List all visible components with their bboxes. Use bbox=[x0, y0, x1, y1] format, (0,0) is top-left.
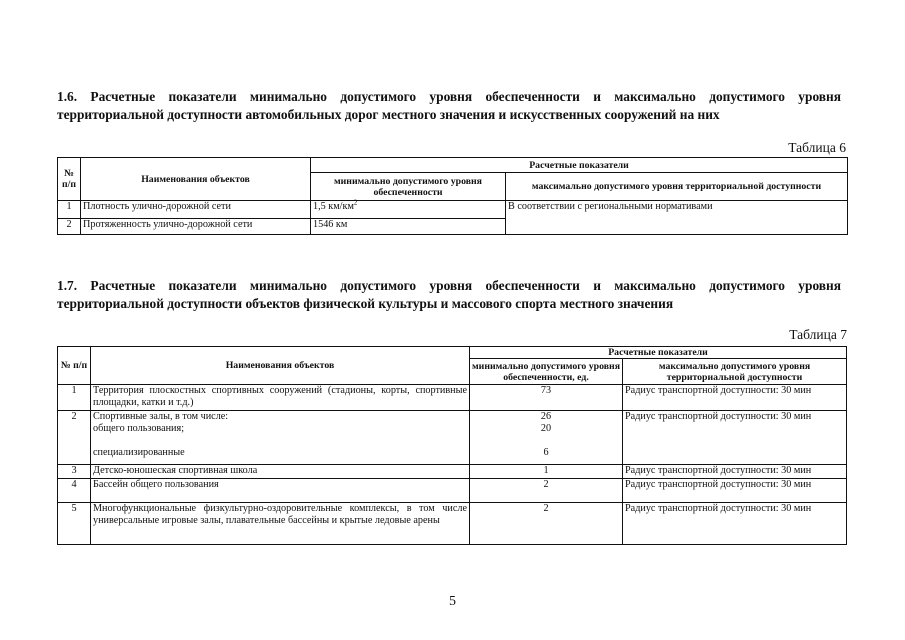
row-name-line: специализированные bbox=[93, 447, 185, 458]
table-row bbox=[58, 201, 848, 219]
row-num: 4 bbox=[58, 479, 91, 503]
row-num: 2 bbox=[58, 411, 91, 465]
table-7-caption: Таблица 7 bbox=[789, 327, 847, 342]
row-min-sup: 2 bbox=[353, 198, 358, 207]
row-name: Многофункциональные физкультурно-оздоровительные комплексы, в том числе универсальные игровые залы, плавательные бассейны и крытые ледовые арены bbox=[91, 503, 470, 545]
header-name: Наименования объектов bbox=[91, 347, 470, 385]
page-number: 5 bbox=[449, 594, 456, 609]
row-min: 2 bbox=[470, 479, 623, 503]
section-6-heading: 1.6. Расчетные показатели минимально допустимого уровня обеспеченности и максимально допустимого уровня территориальной доступности автомобильных дорог местного значения и искусственных сооружений на них bbox=[57, 89, 841, 122]
row-min: 1 bbox=[470, 465, 623, 479]
table-row bbox=[58, 479, 847, 503]
row-min bbox=[311, 198, 506, 219]
row-max: Радиус транспортной доступности: 30 мин bbox=[623, 465, 847, 479]
table-6 bbox=[57, 157, 848, 235]
header-group: Расчетные показатели bbox=[311, 158, 848, 173]
table-row bbox=[58, 503, 847, 545]
row-min-line: 6 bbox=[543, 447, 549, 458]
row-max: Радиус транспортной доступности: 30 мин bbox=[623, 385, 847, 411]
row-max: Радиус транспортной доступности: 30 мин bbox=[623, 411, 847, 465]
header-num: № п/п bbox=[58, 158, 81, 201]
row-max: Радиус транспортной доступности: 30 мин bbox=[623, 479, 847, 503]
row-min bbox=[470, 411, 623, 465]
header-min: минимально допустимого уровня обеспеченности bbox=[311, 173, 506, 201]
row-min-line: 26 bbox=[540, 411, 552, 422]
table-row bbox=[58, 385, 847, 411]
table-row bbox=[58, 465, 847, 479]
header-num: № п/п bbox=[58, 347, 91, 385]
row-name-line: общего пользования; bbox=[93, 423, 185, 434]
row-max: В соответствии с региональными нормативами bbox=[506, 201, 848, 235]
row-name: Территория плоскостных спортивных сооружений (стадионы, корты, спортивные площадки, катки и т.д.) bbox=[91, 385, 470, 411]
table-6-caption: Таблица 6 bbox=[788, 140, 846, 155]
row-name: Плотность улично-дорожной сети bbox=[81, 201, 311, 219]
row-name: Детско-юношеская спортивная школа bbox=[91, 465, 470, 479]
section-7-heading: 1.7. Расчетные показатели минимально допустимого уровня обеспеченности и максимально допустимого уровня территориальной доступности объектов физической культуры и массового спорта местного значения bbox=[57, 278, 841, 311]
row-max: Радиус транспортной доступности: 30 мин bbox=[623, 503, 847, 545]
row-num: 1 bbox=[58, 201, 81, 219]
row-num: 1 bbox=[58, 385, 91, 411]
table-7 bbox=[57, 346, 847, 545]
table-row bbox=[58, 411, 847, 465]
header-max: максимально допустимого уровня территориальной доступности bbox=[506, 173, 848, 201]
header-group: Расчетные показатели bbox=[470, 347, 847, 359]
row-name-line: Спортивные залы, в том числе: bbox=[93, 411, 229, 422]
row-min-line: 20 bbox=[540, 423, 552, 434]
row-name bbox=[91, 411, 470, 465]
row-min-value: 1,5 км/км bbox=[313, 201, 354, 212]
header-name: Наименования объектов bbox=[81, 158, 311, 201]
row-min: 73 bbox=[470, 385, 623, 411]
row-num: 5 bbox=[58, 503, 91, 545]
header-max: максимально допустимого уровня территориальной доступности bbox=[623, 359, 847, 385]
header-min: минимально допустимого уровня обеспеченности, ед. bbox=[470, 359, 623, 385]
row-name: Протяженность улично-дорожной сети bbox=[81, 219, 311, 235]
row-min: 2 bbox=[470, 503, 623, 545]
row-min: 1546 км bbox=[311, 219, 506, 235]
row-num: 3 bbox=[58, 465, 91, 479]
row-num: 2 bbox=[58, 219, 81, 235]
row-name: Бассейн общего пользования bbox=[91, 479, 470, 503]
